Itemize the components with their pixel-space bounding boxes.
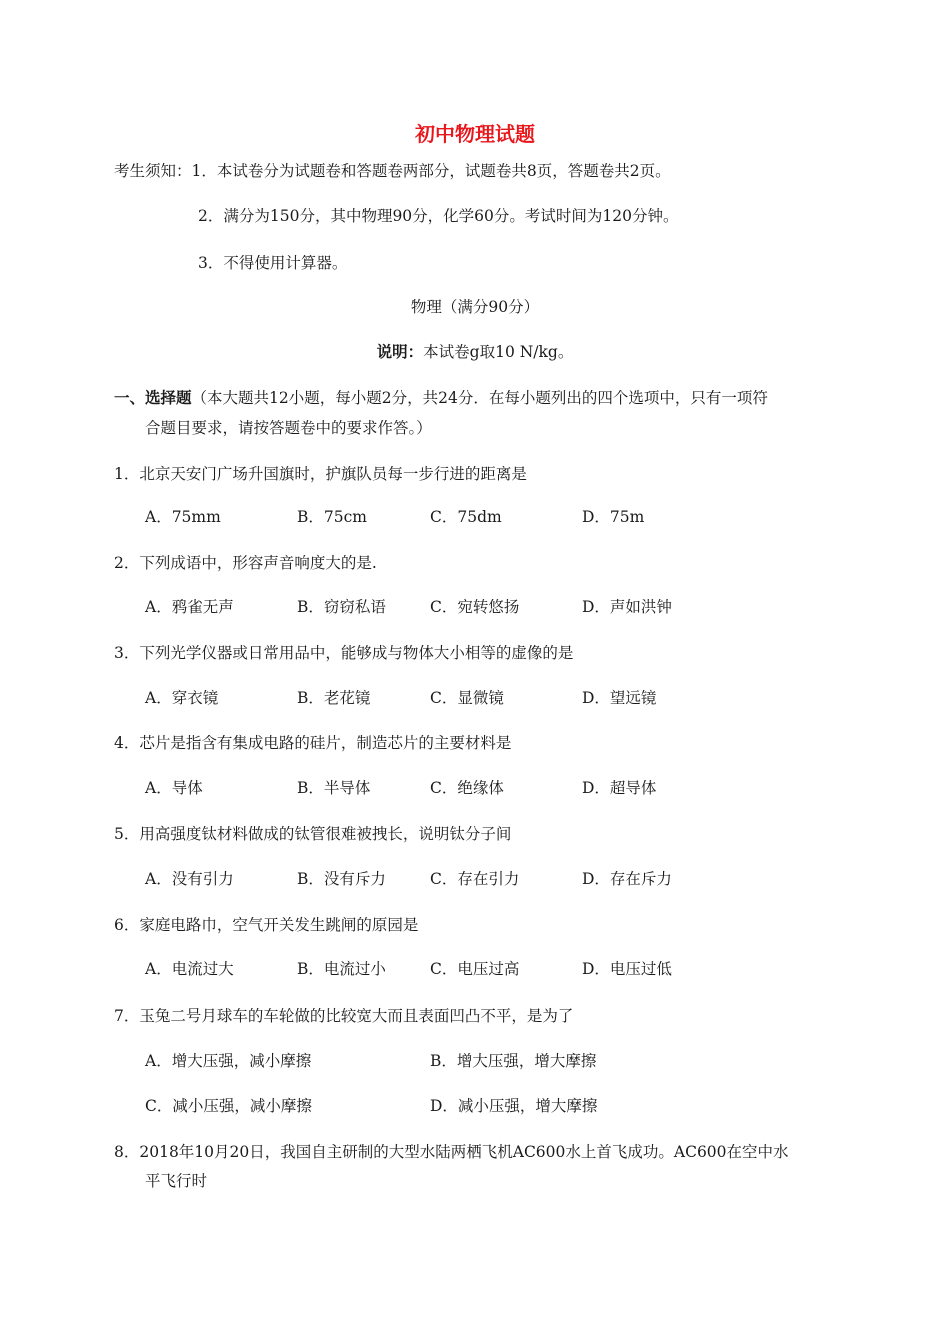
question-4-option-b: B．半导体 [297,779,371,797]
notice-line-1 [114,161,671,181]
question-5-option-d: D．存在斥力 [582,870,672,888]
question-2-option-c: C．宛转悠扬 [430,598,520,616]
question-4-stem: 4．芯片是指含有集成电路的硅片，制造芯片的主要材料是 [114,734,512,752]
question-3-option-a: A．穿衣镜 [145,689,219,707]
question-2-option-a: A．鸦雀无声 [145,598,234,616]
notice-item-1: 1．本试卷分为试题卷和答题卷两部分，试题卷共8页，答题卷共2页。 [191,162,671,180]
question-1-option-c: C．75dm [430,508,502,526]
question-6-option-d: D．电压过低 [582,960,672,978]
notice-item-3: 3．不得使用计算器。 [198,254,348,272]
question-7-option-c: C．减小压强，减小摩擦 [145,1097,312,1115]
question-7-stem: 7．玉兔二号月球车的车轮做的比较宽大而且表面凹凸不平，是为了 [114,1007,574,1025]
question-7-option-d: D．减小压强，增大摩擦 [430,1097,598,1115]
question-7-option-b: B．增大压强，增大摩擦 [430,1052,597,1070]
question-3-option-b: B．老花镜 [297,689,371,707]
question-1-stem: 1．北京天安门广场升国旗时，护旗队员每一步行进的距离是 [114,465,527,483]
question-6-option-c: C．电压过高 [430,960,520,978]
question-6-option-b: B．电流过小 [297,960,386,978]
question-1-option-d: D．75m [582,508,645,526]
section-1-label: 一、选择题 [114,389,192,407]
question-8-stem: 8．2018年10月20日，我国自主研制的大型水陆两栖飞机AC600水上首飞成功。AC600在空中水 [114,1143,789,1161]
question-5-option-a: A．没有引力 [145,870,234,888]
question-3-option-d: D．望远镜 [582,689,657,707]
section-1-text: （本大题共12小题，每小题2分，共24分．在每小题列出的四个选项中，只有一项符 [191,389,768,407]
section-1-text-cont: 合题目要求，请按答题卷中的要求作答。） [145,419,432,437]
question-5-option-c: C．存在引力 [430,870,520,888]
notice-item-2: 2．满分为150分，其中物理90分，化学60分。考试时间为120分钟。 [198,207,679,225]
question-1-option-a: A．75mm [145,508,221,526]
subject-heading: 物理（满分90分） [410,298,540,316]
question-5-option-b: B．没有斥力 [297,870,386,888]
question-5-stem: 5．用高强度钛材料做成的钛管很难被拽长，说明钛分子间 [114,825,512,843]
note-text: 本试卷g取10 N/kg。 [423,343,574,361]
question-2-option-b: B．窃窃私语 [297,598,386,616]
note-line [0,342,950,362]
section-1-header [114,388,768,408]
question-3-option-c: C．显微镜 [430,689,504,707]
question-6-option-a: A．电流过大 [145,960,234,978]
question-3-stem: 3．下列光学仪器或日常用品中，能够成与物体大小相等的虚像的是 [114,644,574,662]
page-title: 初中物理试题 [415,122,535,146]
question-1-option-b: B．75cm [297,508,367,526]
question-6-stem: 6．家庭电路巾，空气开关发生跳闸的原园是 [114,916,419,934]
question-4-option-d: D．超导体 [582,779,657,797]
question-7-option-a: A．增大压强，减小摩擦 [145,1052,312,1070]
question-2-stem: 2．下列成语中，形容声音响度大的是. [114,554,377,572]
question-4-option-a: A．导体 [145,779,203,797]
question-4-option-c: C．绝缘体 [430,779,504,797]
note-label: 说明： [376,343,424,361]
question-8-stem-cont: 平飞行时 [145,1172,208,1190]
question-2-option-d: D．声如洪钟 [582,598,672,616]
notice-prefix: 考生须知： [114,162,192,180]
